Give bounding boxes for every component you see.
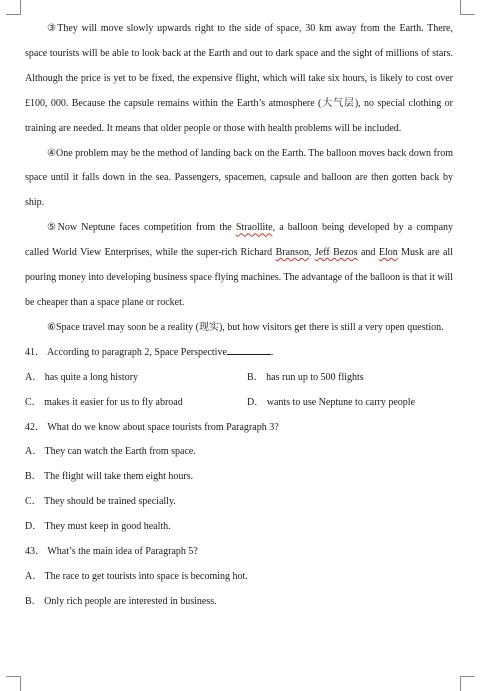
- option-c: C． They should be trained specially.: [25, 496, 176, 508]
- paragraph-5-text: , a balloon being developed by a company called World View Enterprises, while the super-rich Richard: [25, 222, 454, 259]
- paragraph-5: [25, 216, 453, 316]
- option-b: B． Only rich people are interested in business.: [25, 595, 217, 607]
- question-42-stem: 42． What do we know about space tourists from Paragraph 3?: [25, 421, 279, 433]
- spell-check-word: Branson: [275, 247, 309, 259]
- option-d: D． They must keep in good health.: [25, 521, 171, 533]
- question-41-stem: [25, 341, 453, 366]
- paragraph-6: ⑥Space travel may soon be a reality (现实), but how visitors get there is still a very open question.: [47, 321, 444, 333]
- question-41-options-row: [25, 366, 453, 391]
- paragraph-4: ④One problem may be the method of landing back on the Earth. The balloon moves back down from space until it falls down in the sea. Passengers, spacemen, capsule and balloon are then gotten back by ship.: [25, 147, 453, 209]
- page-corner-mark: [6, 0, 21, 15]
- paragraph-5-text: Musk are all pouring money into developing business space flying machines. The advantage of the balloon is that it will be cheaper than a space plane or rocket.: [25, 247, 453, 308]
- option-d: D． wants to use Neptune to carry people: [247, 396, 416, 408]
- option-a: A． has quite a long history: [25, 371, 139, 383]
- page-corner-mark: [6, 676, 21, 691]
- question-41-options-row: [25, 391, 453, 416]
- document-page: [25, 17, 453, 615]
- spell-check-word: Elon: [378, 247, 398, 259]
- paragraph-5-text: ,: [308, 247, 315, 259]
- spell-check-word: Straollite: [235, 222, 273, 234]
- question-43-stem: 43． What’s the main idea of Paragraph 5?: [25, 546, 198, 558]
- page-corner-mark: [460, 0, 475, 15]
- spell-check-word: Jeff Bezos: [314, 247, 358, 259]
- answer-blank: [227, 345, 271, 355]
- question-text: 41． According to paragraph 2, Space Perspective: [25, 346, 227, 358]
- option-c: C． makes it easier for us to fly abroad: [25, 396, 183, 408]
- paragraph-3: ③They will move slowly upwards right to the side of space, 30 km away from the Earth. There, space tourists will be able to look back at the Earth and out to dark space and the sight of millions of stars. Although the price is yet to be fixed, the expensive flight, which will take six hours, is likely to cost over £100, 000. Because the capsule remains within the Earth’s atmosphere (大气层), no special clothing or training are needed. It means that older people or those with health problems will be included.: [25, 23, 453, 134]
- page-corner-mark: [460, 676, 475, 691]
- option-b: B． has run up to 500 flights: [247, 371, 364, 383]
- option-a: A． The race to get tourists into space is becoming hot.: [25, 570, 248, 582]
- question-text: .: [270, 346, 274, 358]
- paragraph-5-text: and: [357, 247, 379, 259]
- option-a: A． They can watch the Earth from space.: [25, 446, 196, 458]
- paragraph-5-text: ⑤Now Neptune faces competition from the: [47, 222, 236, 234]
- option-b: B． The flight will take them eight hours.: [25, 471, 194, 483]
